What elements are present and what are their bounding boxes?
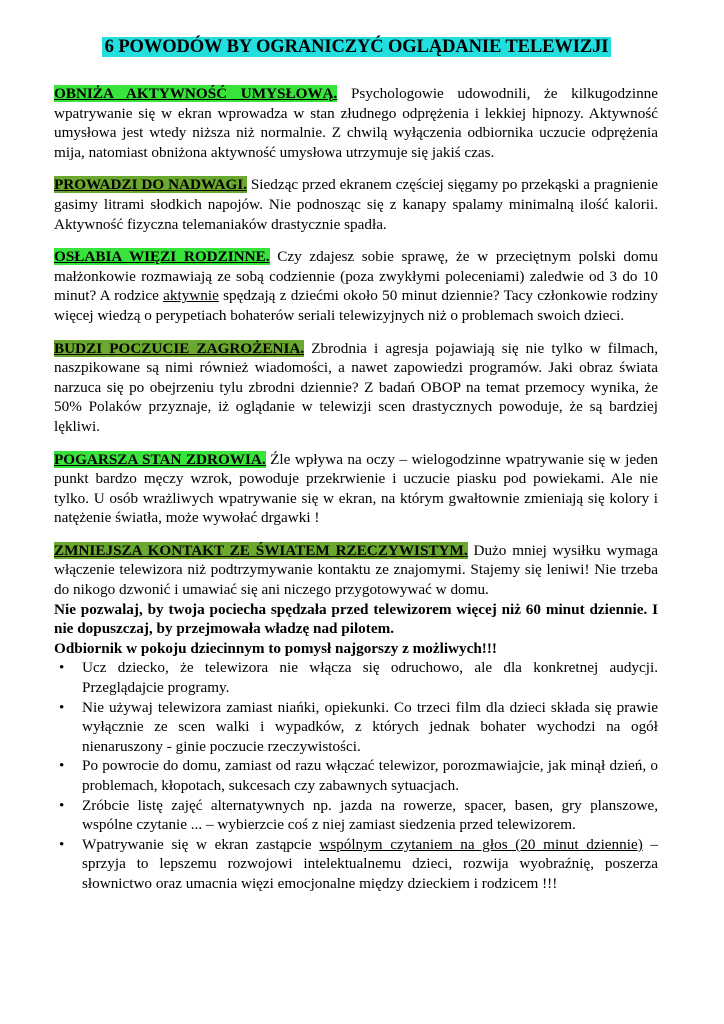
bullet-icon: • (59, 835, 65, 853)
list-item (59, 835, 658, 894)
document-title (88, 34, 625, 60)
list-item-underlined: wspólnym czytaniem na głos (20 minut dziennie) (319, 835, 643, 853)
list-item-text: Nie używaj telewizora zamiast niańki, opiekunki. Co trzeci film dla dzieci składa się prawie wyłącznie ze scen walki i wypadków, z których jednak bohater wychodzi na ogół nienaruszony - ginie poczucie rzeczywistości. (82, 698, 658, 755)
list-item-text-after: – sprzyja to lepszemu rozwojowi intelektualnemu dzieci, rozwija wyobraźnię, poszerza słownictwo oraz umacnia więzi emocjonalne między dzieckiem i rodzicem !!! (82, 835, 658, 892)
section-2-heading: PROWADZI DO NADWAGI. (54, 176, 247, 194)
advice-bold-1: Nie pozwalaj, by twoja pociecha spędzała przed telewizorem więcej niż 60 minut dziennie. I nie dopuszczaj, by przejmowała władzę nad pilotem. (54, 600, 658, 638)
section-3-heading: OSŁABIA WIĘZI RODZINNE. (54, 248, 270, 266)
section-3-text-before: Czy zdajesz sobie sprawę, że w przeciętnym polski domu małżonkowie rozmawiają ze sobą codziennie (poza zwykłymi poleceniami) zaledwie od 3 do 10 minut? A rodzice (54, 248, 658, 305)
section-3-underlined: aktywnie (163, 287, 219, 305)
list-item-text: Ucz dziecko, że telewizora nie włącza się odruchowo, ale dla konkretnej audycji. Przeglądajcie programy. (82, 659, 658, 697)
bullet-icon: • (59, 757, 65, 775)
advice-bold-2: Odbiornik w pokoju dziecinnym to pomysł najgorszy z możliwych!!! (54, 639, 497, 657)
section-2 (54, 175, 658, 234)
section-6-heading: ZMNIEJSZA KONTAKT ZE ŚWIATEM RZECZYWISTYM. (54, 541, 468, 559)
bullet-icon: • (59, 698, 65, 716)
list-item (59, 698, 658, 757)
list-item (59, 756, 658, 795)
list-item (59, 658, 658, 697)
bullet-icon: • (59, 659, 65, 677)
list-item-text-before: Wpatrywanie się w ekran zastąpcie (82, 835, 320, 853)
document-page (54, 34, 658, 894)
section-1-text: Psychologowie udowodnili, że kilkugodzinne wpatrywanie się w ekran wprowadza w stan złudnego odprężenia i lekkiej hipnozy. Aktywność umysłowa jest wtedy niższa niż normalnie. Z chwilą wyłączenia odbiornika uczucie odprężenia mija, natomiast obniżona aktywność umysłowa utrzymuje się jakiś czas. (54, 85, 658, 161)
section-4-text: Zbrodnia i agresja pojawiają się nie tylko w filmach, naszpikowane są nimi również wiadomości, a nawet zapowiedzi programów. Jaki obraz świata narzuca się po obejrzeniu tylu zbrodni dziennie? Z badań OBOP na temat przemocy wynika, że 50% Polaków przyznaje, iż oglądanie w telewizji scen drastycznych powoduje, że są bardziej lękliwi. (54, 339, 658, 435)
list-item-text: Zróbcie listę zajęć alternatywnych np. jazda na rowerze, spacer, basen, gry planszowe, wspólne czytanie ... – wybierzcie coś z niej zamiast siedzenia przed telewizorem. (82, 796, 658, 834)
bullet-icon: • (59, 796, 65, 814)
list-item-text: Po powrocie do domu, zamiast od razu włączać telewizor, porozmawiajcie, jak minął dzień, o problemach, kłopotach, sukcesach czy zabawnych sytuacjach. (82, 757, 658, 794)
section-3 (54, 247, 658, 325)
section-4 (54, 339, 658, 437)
section-1-heading: OBNIŻA AKTYWNOŚĆ UMYSŁOWĄ. (54, 85, 338, 102)
advice-list (54, 658, 658, 893)
section-1 (54, 84, 658, 162)
section-2-text: Siedząc przed ekranem częściej sięgamy po przekąski a pragnienie gasimy litrami słodkich napojów. Nie podnosząc się z kanapy spalamy minimalną ilość kalorii. Aktywność fizyczna telemaniaków drastycznie spadła. (54, 176, 658, 233)
section-6 (54, 541, 658, 600)
section-5-heading: POGARSZA STAN ZDROWIA. (54, 450, 266, 468)
section-4-heading: BUDZI POCZUCIE ZAGROŻENIA. (54, 339, 305, 357)
section-5-text: Źle wpływa na oczy – wielogodzinne wpatrywanie się w jeden punkt bardzo męczy wzrok, powoduje przekrwienie i uczucie piasku pod powiekami. Ale nie tylko. U osób wrażliwych wpatrywanie się w ekran, na którym gwałtownie zmieniają się kolory i natężenie światła, może wywołać drgawki ! (54, 450, 659, 527)
section-5 (54, 450, 658, 528)
section-6-text: Dużo mniej wysiłku wymaga włączenie telewizora niż podtrzymywanie kontaktu ze znajomymi. Stajemy się leniwi! Nie trzeba do nikogo dzwonić i umawiać się ani niczego przygotowywać w domu. (54, 541, 658, 599)
list-item (59, 796, 658, 835)
section-3-text-after: spędzają z dziećmi około 50 minut dziennie? Tacy członkowie rodziny więcej wiedzą o perypetiach bohaterów seriali telewizyjnych niż o problemach swoich dzieci. (54, 287, 658, 324)
document-title-text: 6 POWODÓW BY OGRANICZYĆ OGLĄDANIE TELEWIZJI (102, 37, 612, 57)
